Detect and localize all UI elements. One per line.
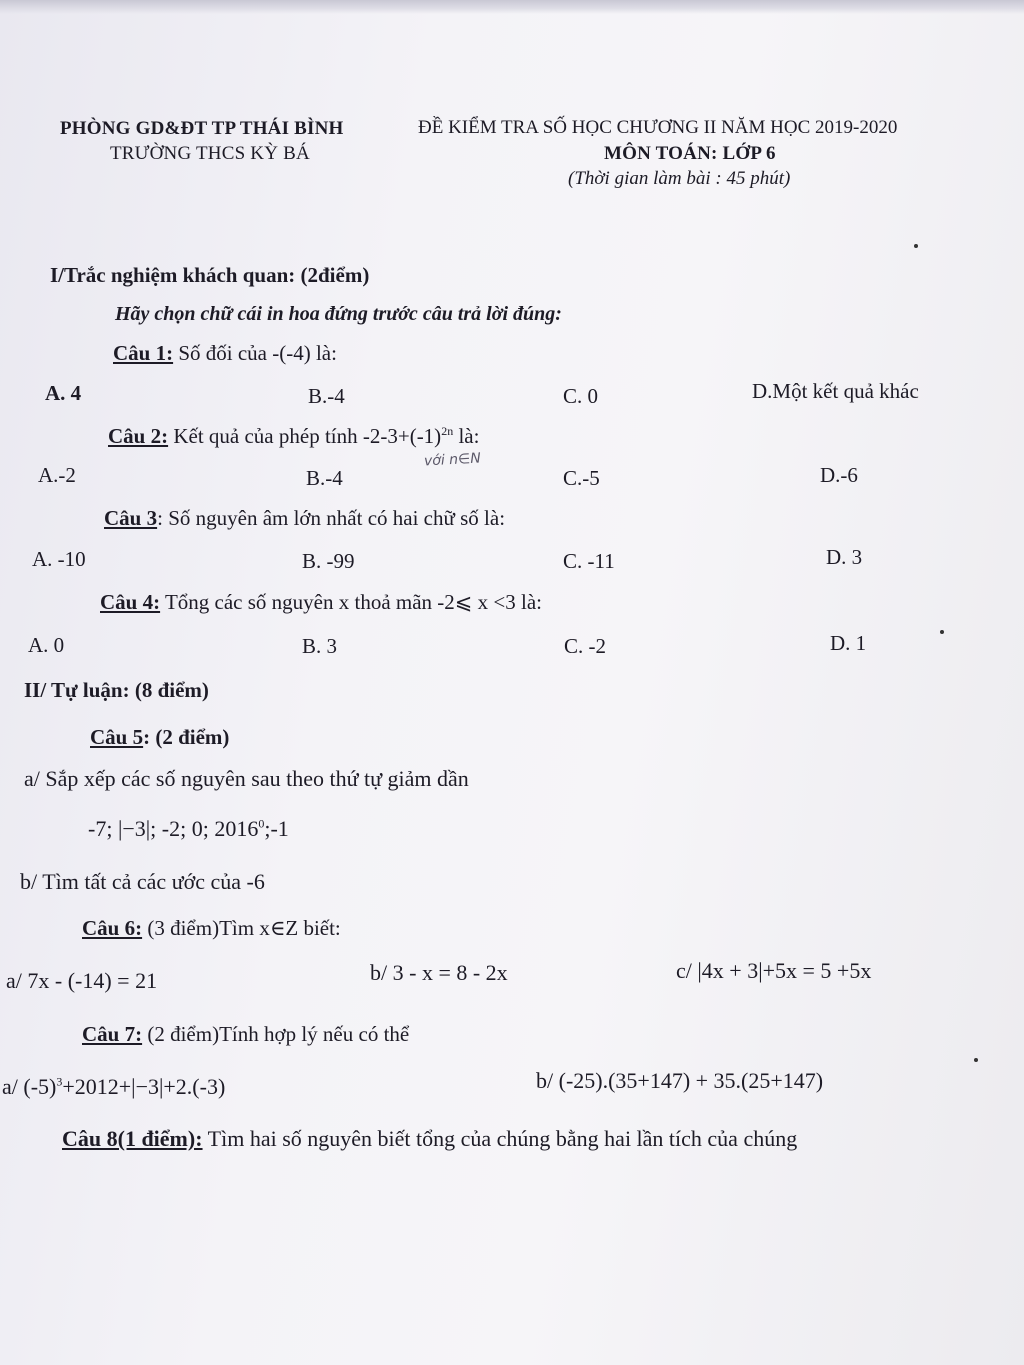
question-8-text: Tìm hai số nguyên biết tổng của chúng bằng hai lần tích của chúng [202,1126,798,1151]
question-5-points: : (2 điểm) [143,725,230,749]
q2-option-a: A.-2 [38,463,76,487]
q5-exponent: 0 [258,816,265,831]
q3-option-c: C. -11 [563,549,615,573]
duration: (Thời gian làm bài : 45 phút) [568,168,791,189]
question-7-label: Câu 7: [82,1022,143,1046]
question-3-label: Câu 3 [104,506,158,530]
q4-option-a: A. 0 [28,633,65,657]
part1-title: I/Trắc nghiệm khách quan: (2điểm) [50,263,370,287]
subject-title: MÔN TOÁN: LỚP 6 [604,143,776,164]
dept-name: PHÒNG GD&ĐT TP THÁI BÌNH [60,118,344,139]
q3-option-d: D. 3 [826,545,863,569]
q1-option-c: C. 0 [563,384,599,408]
question-3-text: : Số nguyên âm lớn nhất có hai chữ số là: [157,506,506,530]
q6-part-c: c/ |4x + 3|+5x = 5 +5x [676,958,872,983]
q2-option-c: C.-5 [563,466,600,490]
q5-list-text: -7; |−3|; -2; 0; 2016 [88,816,259,841]
q7-part-a [2,1074,225,1100]
question-6 [82,916,341,941]
question-3 [104,506,505,531]
q7-exponent: 3 [56,1074,63,1089]
handwritten-note: với n∈N [423,450,482,470]
question-5 [90,725,229,750]
q6-part-b: b/ 3 - x = 8 - 2x [370,960,508,985]
question-6-text: (3 điểm)Tìm x∈Z biết: [142,916,341,940]
exam-title: ĐỀ KIỂM TRA SỐ HỌC CHƯƠNG II NĂM HỌC 2019-2020 [418,117,898,138]
paper-edge [0,0,1024,14]
ink-speck [974,1058,978,1062]
q6-part-a: a/ 7x - (-14) = 21 [6,968,158,993]
question-7-text: (2 điểm)Tính hợp lý nếu có thể [142,1022,410,1046]
q5-list-end: ;-1 [264,816,289,841]
question-4 [100,590,542,615]
question-4-text: Tổng các số nguyên x thoả mãn -2⩽ x <3 là: [160,590,542,614]
question-2 [108,424,479,449]
question-2-exponent: 2n [441,424,454,438]
question-8 [62,1126,797,1152]
question-7 [82,1022,409,1047]
question-5-label: Câu 5 [90,725,144,749]
q7-part-a-end: +2012+|−3|+2.(-3) [62,1074,226,1099]
question-2-label: Câu 2: [108,424,169,448]
question-8-label: Câu 8(1 điểm): [62,1126,203,1151]
question-2-text-end: là: [453,424,480,448]
question-2-text: Kết quả của phép tính -2-3+(-1) [168,424,442,448]
q1-option-b: B.-4 [308,384,345,408]
q1-option-d: D.Một kết quả khác [752,379,919,403]
question-1-label: Câu 1: [113,341,174,365]
q5-part-b: b/ Tìm tất cả các ước của -6 [20,869,265,894]
q2-option-b: B.-4 [306,466,343,490]
q4-option-c: C. -2 [564,634,606,658]
q7-part-a-text: a/ (-5) [2,1074,57,1099]
q4-option-b: B. 3 [302,634,338,658]
q5-number-list [88,816,289,842]
q3-option-b: B. -99 [302,549,355,573]
q2-option-d: D.-6 [820,463,858,487]
ink-speck [914,244,918,248]
part2-title: II/ Tự luận: (8 điểm) [24,678,209,702]
q1-option-a: A. 4 [45,381,82,405]
ink-speck [940,630,944,634]
school-name: TRƯỜNG THCS KỲ BÁ [110,143,310,164]
q3-option-a: A. -10 [32,547,86,571]
q4-option-d: D. 1 [830,631,867,655]
question-1-text: Số đối của -(-4) là: [173,341,337,365]
question-6-label: Câu 6: [82,916,143,940]
q7-part-b: b/ (-25).(35+147) + 35.(25+147) [536,1068,824,1093]
question-4-label: Câu 4: [100,590,161,614]
part1-instruction: Hãy chọn chữ cái in hoa đứng trước câu trả lời đúng: [115,303,562,325]
question-1 [113,341,337,366]
q5-part-a: a/ Sắp xếp các số nguyên sau theo thứ tự giảm dần [24,766,469,791]
